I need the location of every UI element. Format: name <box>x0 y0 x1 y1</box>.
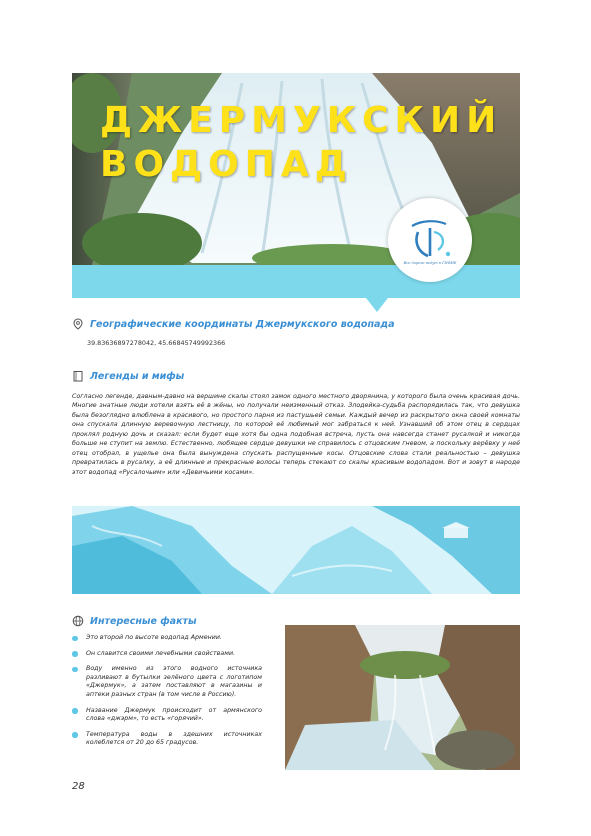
canyon-illustration <box>72 506 520 594</box>
title-line-1: ДЖЕРМУКСКИЙ <box>100 100 503 141</box>
canyon-photo-band <box>72 506 520 594</box>
globe-icon <box>72 615 84 627</box>
coordinates-heading: Географические координаты Джермукского водопада <box>90 318 395 330</box>
waterfall-photo <box>285 625 520 770</box>
title-line-2: ВОДОПАД <box>100 144 353 185</box>
logo <box>388 198 472 282</box>
list-item <box>72 634 262 643</box>
list-item <box>72 650 262 659</box>
bullet-icon <box>72 636 78 642</box>
list-item <box>72 707 262 724</box>
book-icon <box>72 370 84 382</box>
fact-text: Он славится своими лечебными свойствами. <box>86 649 236 657</box>
fact-text: Это второй по высоте водопад Армении. <box>86 634 222 641</box>
bullet-icon <box>72 732 78 738</box>
location-pin-icon <box>72 318 84 330</box>
legends-heading: Легенды и мифы <box>90 370 185 382</box>
bullet-icon <box>72 667 78 673</box>
list-item <box>72 731 262 748</box>
coordinates-value: 39.83636897278042, 45.66845749992366 <box>87 339 226 347</box>
fact-text: Температура воды в здешних источниках колеблется от 20 до 65 градусов. <box>86 730 262 747</box>
legends-header <box>72 370 184 382</box>
fact-text: Название Джермук происходит от армянского слова «джэрм», то есть «горячий». <box>86 706 262 723</box>
logo-mark-icon <box>388 198 472 282</box>
coordinates-header <box>72 318 395 330</box>
list-item <box>72 665 262 699</box>
fact-text: Воду именно из этого водного источника разливают в бутылки зелёного цвета с логотипом «Джермук», а затем поставляют в магазины и аптеки разных стран (в том числе в Россию). <box>86 665 262 698</box>
page-title <box>100 99 502 187</box>
facts-heading: Интересные факты <box>90 615 197 627</box>
bullet-icon <box>72 708 78 714</box>
speech-tail <box>366 298 388 312</box>
facts-list <box>72 634 262 755</box>
page-number: 28 <box>72 781 85 792</box>
logo-caption: Все дороги ведут в ГНФНЕ <box>403 261 457 265</box>
legend-paragraph: Согласно легенде, давным-давно на вершине скалы стоял замок одного местного дворянина, у которого была очень красивая дочь. Многие знатные люди хотели взять её в жёны, но получали неизменный отказ. Злодейка-судьба распорядилась так, что девушка была безоглядно влюблена в красивого, но простого парня из пастушьей семьи. Каждый вечер из раскрытого окна своей комнаты она спускала длинную веревочную лестницу, по которой её любимый мог забраться к ней. Узнавший об этом отец в сердцах проклял родную дочь и сказал: если будет еще хотя бы одна подобная встреча, пусть она навсегда станет русалкой и никогда больше не ступит на землю. Естественно, любящее сердце девушки не справилось с отцовским гневом, а поскольку верёвку у неё отец отобрал, в ущелье она была вынуждена спускать распущенные косы. Отцовские слова стали реальностью – девушка превратилась в русалку, а её длинные и прекрасные волосы теперь стекают со скалы красивым водопадом. Вот и зовут в народе этот водопад «Русалочьим» или «Девичьими косами». <box>72 393 520 476</box>
facts-header <box>72 615 197 627</box>
bullet-icon <box>72 651 78 657</box>
waterfall-photo-illustration <box>285 625 520 770</box>
